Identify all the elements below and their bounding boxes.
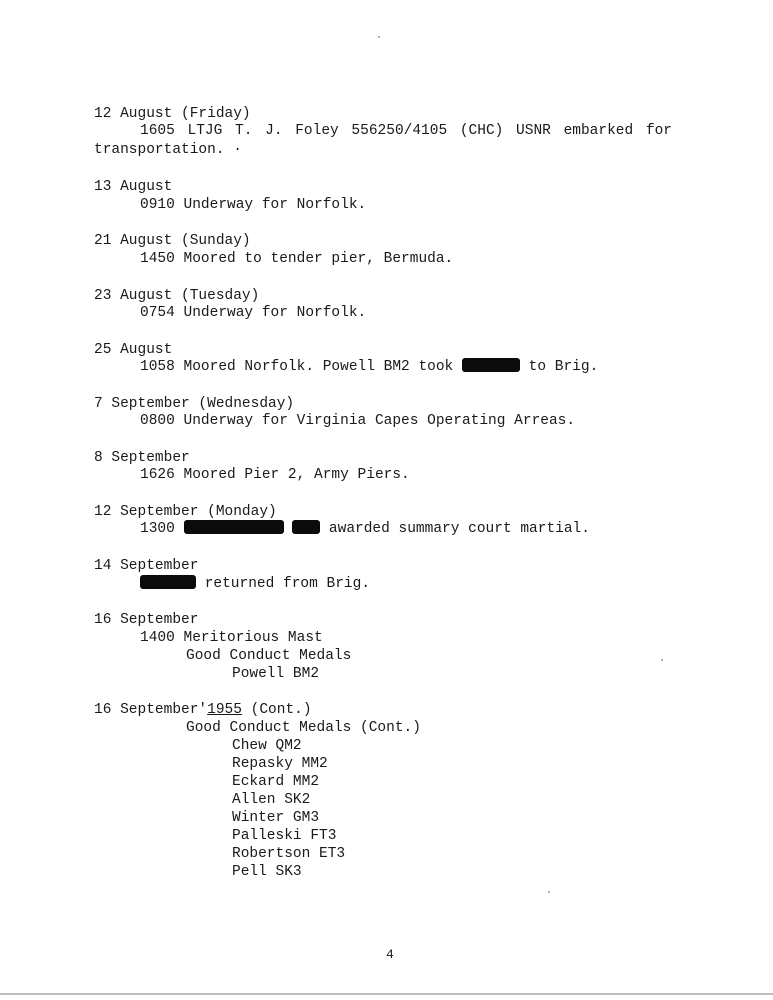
name-list-item: Robertson ET3 — [232, 846, 346, 862]
name-list-item: Eckard MM2 — [232, 774, 320, 790]
entry-text-after: returned from Brig. — [204, 576, 371, 592]
name-list-item: Allen SK2 — [232, 792, 311, 808]
name-list-item: Palleski FT3 — [232, 828, 337, 844]
entry-text — [140, 520, 590, 538]
entry-text: 0754 Underway for Norfolk. — [140, 305, 367, 321]
scan-speck — [378, 36, 380, 38]
entry-text: 1400 Meritorious Mast — [140, 630, 323, 646]
entry-date: 25 August — [94, 342, 173, 358]
redaction-mark — [462, 358, 520, 372]
entry-date: 7 September (Wednesday) — [94, 396, 295, 412]
entry-text: 0910 Underway for Norfolk. — [140, 197, 367, 213]
entry-text-after: awarded summary court martial. — [328, 521, 590, 537]
entry-date: 21 August (Sunday) — [94, 233, 251, 249]
name-list-item: Winter GM3 — [232, 810, 320, 826]
entry-text — [140, 358, 598, 376]
scan-edge-line — [0, 993, 773, 995]
entry-text-continuation: transportation. · — [94, 142, 242, 158]
name-list-item: Chew QM2 — [232, 738, 302, 754]
scan-speck — [548, 891, 550, 893]
entry-date: 16 September'1955 (Cont.) — [94, 702, 312, 718]
sub-heading: Good Conduct Medals — [186, 648, 352, 664]
entry-text-before: 1058 Moored Norfolk. Powell BM2 took — [140, 359, 454, 375]
entry-date-suffix: (Cont.) — [250, 702, 312, 718]
page-number: 4 — [386, 947, 394, 962]
sub-heading: Good Conduct Medals (Cont.) — [186, 720, 421, 736]
redaction-mark — [292, 520, 320, 534]
name-list-item: Powell BM2 — [232, 666, 320, 682]
redaction-mark — [140, 575, 196, 589]
entry-text-before: 1300 — [140, 521, 175, 537]
name-list-item: Repasky MM2 — [232, 756, 328, 772]
entry-date: 14 September — [94, 558, 199, 574]
redaction-mark — [184, 520, 284, 534]
scan-speck — [661, 659, 663, 661]
entry-text — [140, 575, 370, 593]
entry-date: 13 August — [94, 179, 173, 195]
entry-text: 0800 Underway for Virginia Capes Operating Arreas. — [140, 413, 576, 429]
entry-text: 1450 Moored to tender pier, Bermuda. — [140, 251, 454, 267]
entry-text-after: to Brig. — [528, 359, 599, 375]
entry-date: 8 September — [94, 450, 190, 466]
entry-date: 23 August (Tuesday) — [94, 288, 260, 304]
entry-date: 16 September — [94, 612, 199, 628]
entry-date-year: 1955 — [207, 702, 242, 718]
entry-date-prefix: 16 September — [94, 702, 199, 718]
entry-date: 12 August (Friday) — [94, 106, 251, 122]
entry-date: 12 September (Monday) — [94, 504, 277, 520]
entry-text: 1626 Moored Pier 2, Army Piers. — [140, 467, 410, 483]
name-list-item: Pell SK3 — [232, 864, 302, 880]
entry-text: 1605 LTJG T. J. Foley 556250/4105 (CHC) USNR embarked for — [140, 123, 672, 139]
